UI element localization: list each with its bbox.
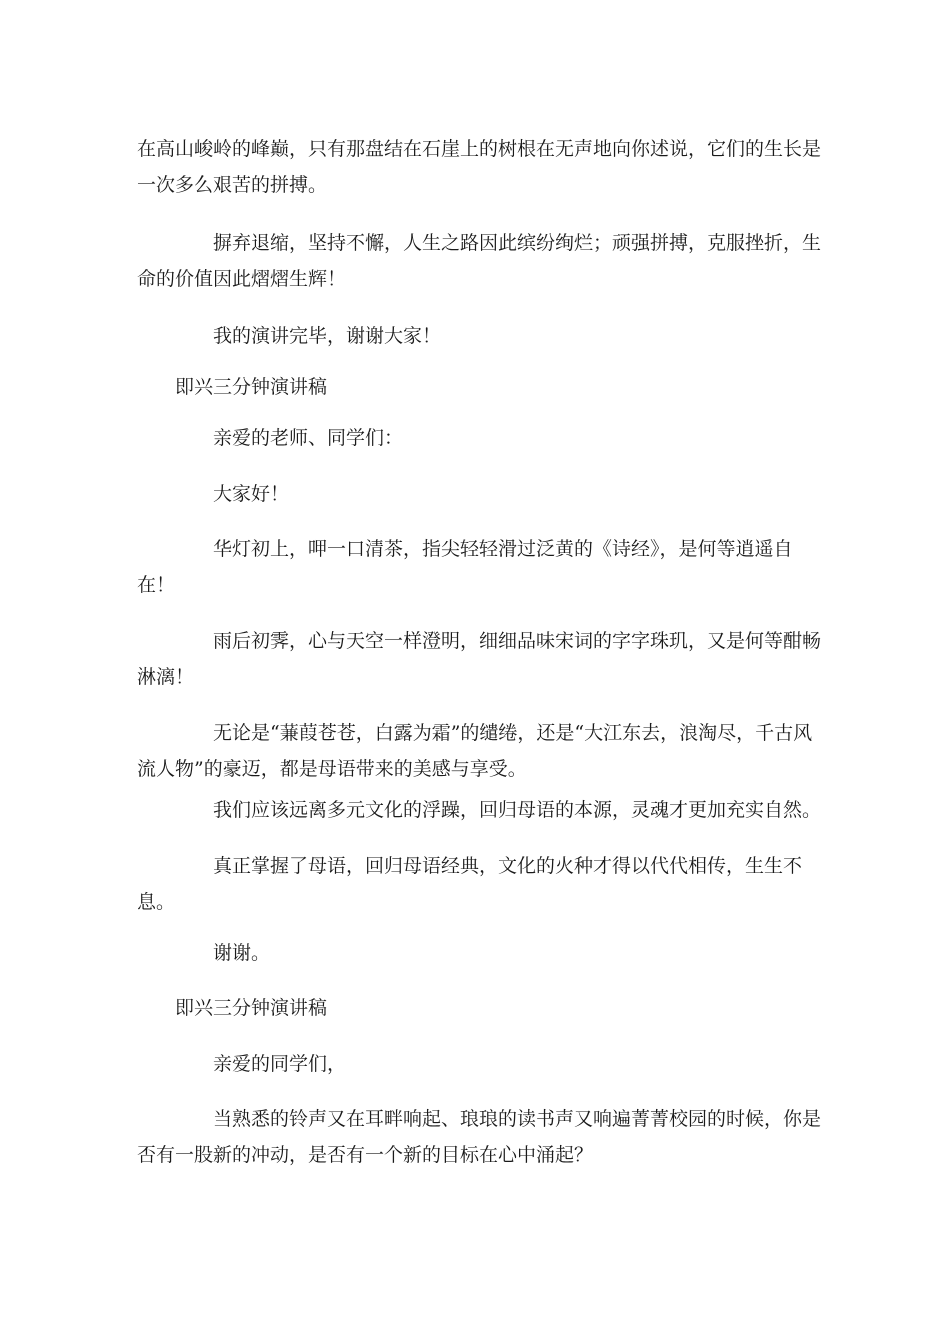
paragraph-shijing: 华灯初上，呷一口清茶，指尖轻轻滑过泛黄的《诗经》，是何等逍遥自在！ [137, 538, 793, 596]
paragraph-songci: 雨后初霁，心与天空一样澄明，细细品味宋词的字字珠玑，又是何等酣畅淋漓！ [137, 630, 822, 688]
paragraph-return-to-roots: 我们应该远离多元文化的浮躁，回归母语的本源，灵魂才更加充实自然。 [213, 799, 822, 821]
section-title-1: 即兴三分钟演讲稿 [175, 376, 328, 398]
paragraph-perseverance: 摒弃退缩，坚持不懈，人生之路因此缤纷绚烂；顽强拼搏，克服挫折，生命的价值因此熠熠生辉！ [137, 232, 822, 290]
section-title-2: 即兴三分钟演讲稿 [175, 997, 328, 1019]
paragraph-school-bell: 当熟悉的铃声又在耳畔响起、琅琅的读书声又响遍菁菁校园的时候，你是否有一股新的冲动，是否有一个新的目标在心中涌起？ [137, 1108, 822, 1166]
paragraph-speech-end: 我的演讲完毕，谢谢大家！ [213, 325, 442, 347]
paragraph-mother-tongue-beauty: 无论是“蒹葭苍苍，白露为霜”的缱绻，还是“大江东去，浪淘尽，千古风流人物”的豪迈，都是母语带来的美感与享受。 [137, 722, 813, 780]
paragraph-thanks: 谢谢。 [213, 942, 271, 964]
paragraph-hello: 大家好！ [213, 483, 290, 505]
paragraph-greeting-teachers: 亲爱的老师、同学们： [213, 427, 404, 449]
paragraph-tree-roots: 在高山峻岭的峰巅，只有那盘结在石崖上的树根在无声地向你述说，它们的生长是一次多么艰苦的拼搏。 [137, 138, 822, 196]
paragraph-greeting-students: 亲爱的同学们， [213, 1053, 347, 1075]
paragraph-master-mother-tongue: 真正掌握了母语，回归母语经典，文化的火种才得以代代相传，生生不息。 [137, 855, 803, 913]
